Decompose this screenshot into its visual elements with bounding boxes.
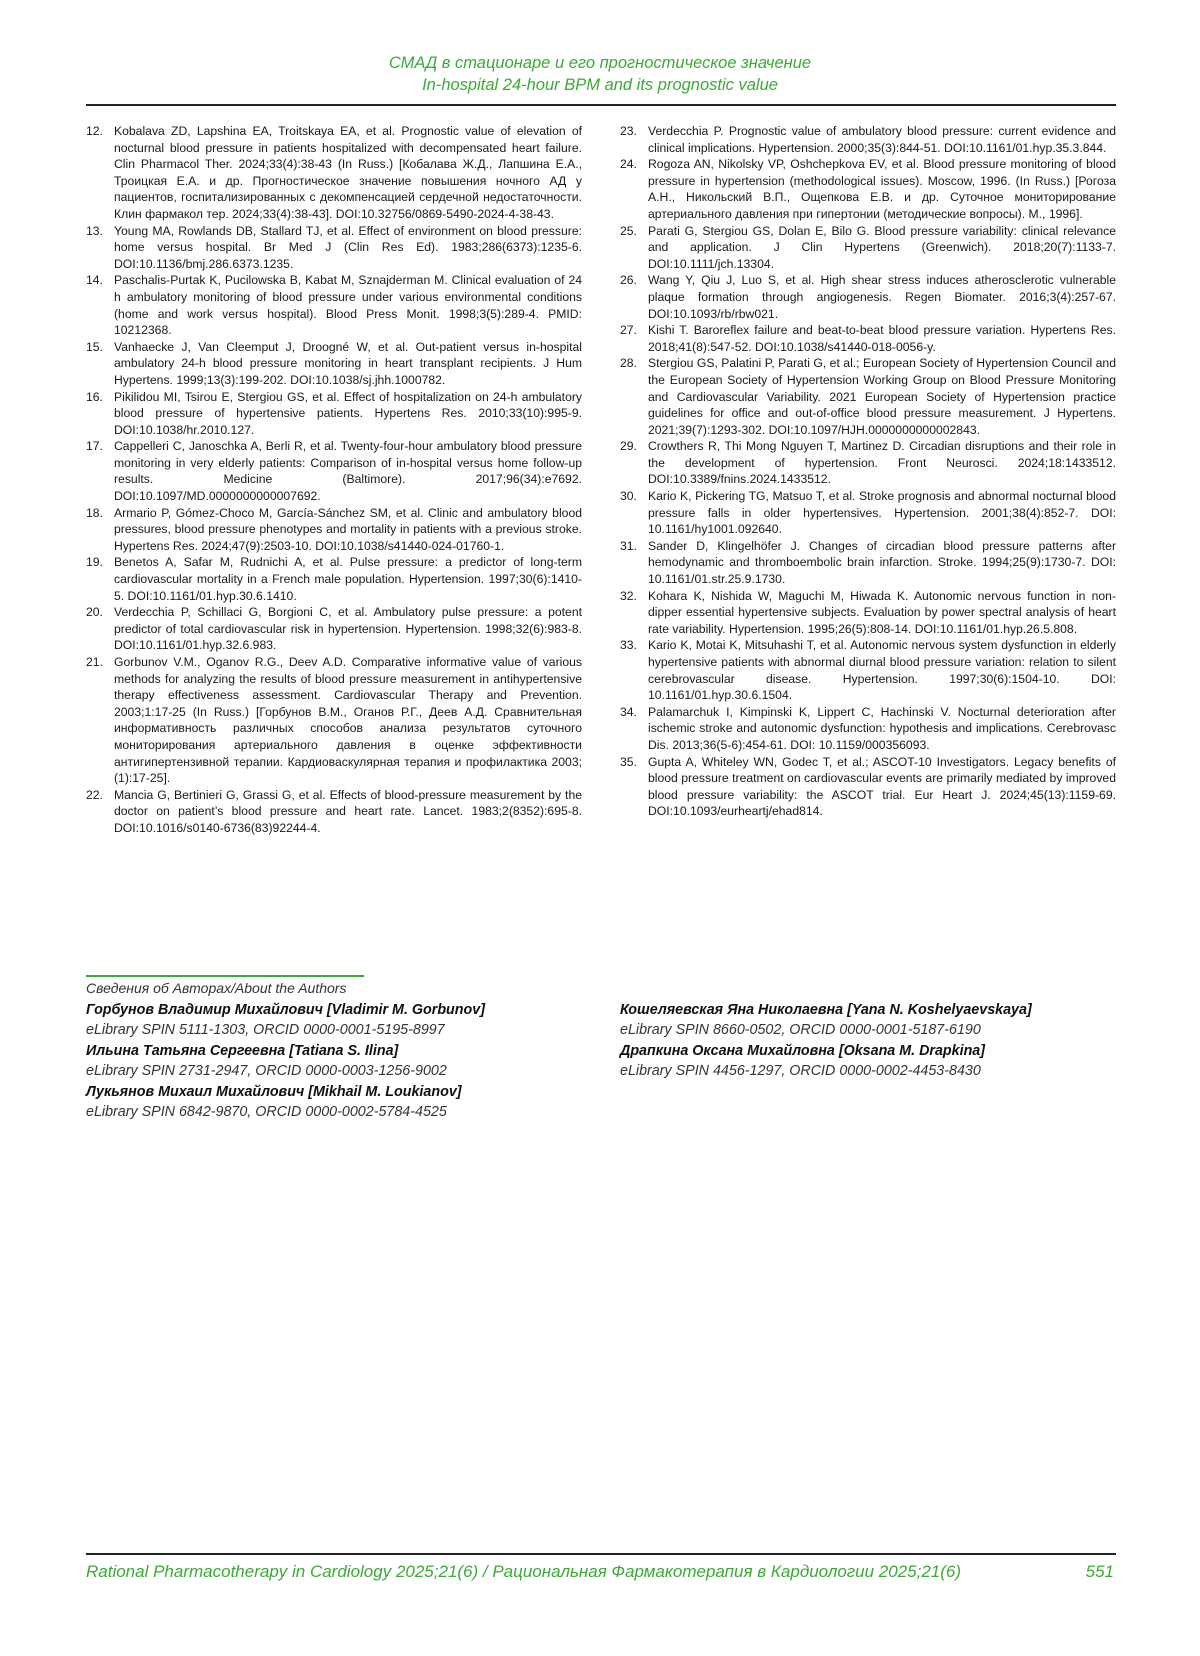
reference-text: Kohara K, Nishida W, Maguchi M, Hiwada K. Autonomic nervous function in non-dipper essential hypertensive subjects. Evaluation by power spectral analysis of heart rate variability. Hypertension. 1995;26(5):808-14. DOI:10.1161/01.hyp.26.5.808. [648,588,1116,636]
reference-item [620,488,1116,538]
reference-item [620,223,1116,273]
author-ids: eLibrary SPIN 6842-9870, ORCID 0000-0002-5784-4525 [86,1104,447,1121]
reference-text: Verdecchia P. Prognostic value of ambulatory blood pressure: current evidence and clinical implications. Hypertension. 2000;35(3):844-51. DOI:10.1161/01.hyp.35.3.844. [648,124,1116,155]
reference-text: Pikilidou MI, Tsirou E, Stergiou GS, et al. Effect of hospitalization on 24-h ambulatory blood pressure of hypertensive patients. Hypertens Res. 2010;33(10):995-9. DOI:10.1038/hr.2010.127. [114,389,582,437]
reference-item [620,123,1116,156]
reference-number: 34. [620,704,637,719]
reference-text: Gupta A, Whiteley WN, Godec T, et al.; ASCOT-10 Investigators. Legacy benefits of blood pressure treatment on cardiovascular events are primarily mediated by improved blood pressure variability: the ASCOT trial. Eur Heart J. 2024;45(13):1159-69. DOI:10.1093/eurheartj/ehad814. [648,754,1116,819]
reference-item [86,554,582,604]
reference-text: Crowthers R, Thi Mong Nguyen T, Martinez D. Circadian disruptions and their role in the development of hypertension. Front Neurosci. 2024;18:1433512. DOI:10.3389/fnins.2024.1433512. [648,439,1116,487]
reference-item [620,355,1116,438]
author-name: Горбунов Владимир Михайлович [Vladimir M. Gorbunov] [86,1002,485,1018]
reference-item [86,604,582,654]
reference-text: Cappelleri C, Janoschka A, Berli R, et al. Twenty-four-hour ambulatory blood pressure monitoring in very elderly patients: Comparison of in-hospital versus home follow-up results. Medicine (Baltimore). 2017;96(34):e7692. DOI:10.1097/MD.0000000000007692. [114,439,582,504]
running-head [0,52,1200,96]
reference-item [620,156,1116,222]
reference-item [86,339,582,389]
reference-text: Young MA, Rowlands DB, Stallard TJ, et al. Effect of environment on blood pressure: home versus hospital. Br Med J (Clin Res Ed). 1983;286(6373):1235-6. DOI:10.1136/bmj.286.6373.1235. [114,223,582,271]
bottom-rule [86,1553,1116,1555]
reference-number: 16. [86,389,103,404]
reference-item [620,272,1116,322]
reference-number: 25. [620,223,637,238]
reference-number: 15. [86,339,103,354]
reference-text: Gorbunov V.M., Oganov R.G., Deev A.D. Comparative informative value of various methods for analyzing the results of blood pressure measurement in antihypertensive therapy effectiveness assessment. Cardiovascular Therapy and Prevention. 2003;1:17-25 (In Russ.) [Горбунов В.М., Оганов Р.Г., Деев А.Д. Сравнительная информативность различных способов анализа результатов суточного мониторирования артериального давления в оценке эффективности антигипертензивной терапии. Кардиоваскулярная терапия и профилактика 2003;(1):17-25]. [114,655,582,786]
authors-left-column [86,1000,485,1122]
running-head-title-ru: СМАД в стационаре и его прогностическое значение [388,54,812,72]
reference-number: 30. [620,489,637,504]
journal-footer: Rational Pharmacotherapy in Cardiology 2025;21(6) / Рациональная Фармакотерапия в Кардиологии 2025;21(6) [86,1562,962,1581]
references-right-column [620,123,1116,820]
reference-number: 31. [620,538,637,553]
author-name: Драпкина Оксана Михайловна [Oksana M. Drapkina] [620,1042,986,1059]
author-ids: eLibrary SPIN 8660-0502, ORCID 0000-0001-5187-6190 [620,1022,981,1039]
reference-item [620,754,1116,820]
reference-text: Wang Y, Qiu J, Luo S, et al. High shear stress induces atherosclerotic vulnerable plaque formation through angiogenesis. Regen Biomater. 2016;3(4):257-67. DOI:10.1093/rb/rbw021. [648,273,1116,321]
reference-item [86,654,582,787]
author-name: Кошеляевская Яна Николаевна [Yana N. Koshelyaevskaya] [620,1002,1032,1018]
reference-text: Mancia G, Bertinieri G, Grassi G, et al. Effects of blood-pressure measurement by the doctor on patient’s blood pressure and heart rate. Lancet. 1983;2(8352):695-8. DOI:10.1016/s0140-6736(83)92244-4. [114,787,582,835]
references-left-column [86,123,582,837]
author-ids: eLibrary SPIN 2731-2947, ORCID 0000-0003-1256-9002 [86,1063,447,1080]
reference-number: 22. [86,787,103,802]
reference-number: 27. [620,323,637,338]
reference-text: Benetos A, Safar M, Rudnichi A, et al. Pulse pressure: a predictor of long-term cardiovascular mortality in a French male population. Hypertension. 1997;30(6):1410-5. DOI:10.1161/01.hyp.30.6.1410. [114,555,582,603]
reference-text: Palamarchuk I, Kimpinski K, Lippert C, Hachinski V. Nocturnal deterioration after ischemic stroke and autonomic dysfunction: hypothesis and implications. Cerebrovasc Dis. 2013;36(5-6):454-61. DOI: 10.1159/000356093. [648,704,1116,752]
reference-number: 35. [620,754,637,769]
reference-item [86,272,582,338]
reference-item [620,637,1116,703]
reference-number: 33. [620,638,637,653]
reference-number: 28. [620,356,637,371]
reference-text: Parati G, Stergiou GS, Dolan E, Bilo G. Blood pressure variability: clinical relevance and application. J Clin Hypertens (Greenwich). 2018;20(7):1133-7. DOI:10.1111/jch.13304. [648,223,1116,271]
reference-number: 13. [86,223,103,238]
reference-number: 18. [86,505,103,520]
authors-rule [86,975,364,977]
author-ids: eLibrary SPIN 5111-1303, ORCID 0000-0001-5195-8997 [86,1022,445,1039]
reference-number: 14. [86,273,103,288]
reference-item [86,787,582,837]
reference-text: Kario K, Motai K, Mitsuhashi T, et al. Autonomic nervous system dysfunction in elderly hypertensive patients with abnormal diurnal blood pressure variation: relation to silent cerebrovascular disease. Hypertension. 1997;30(6):1504-10. DOI: 10.1161/01.hyp.30.6.1504. [648,638,1116,703]
reference-item [620,322,1116,355]
reference-item [620,538,1116,588]
page-number: 551 [1085,1562,1114,1581]
reference-number: 32. [620,588,637,603]
reference-text: Stergiou GS, Palatini P, Parati G, et al.; European Society of Hypertension Council and the European Society of Hypertension Working Group on Blood Pressure Monitoring and Cardiovascular Variability. 2021 European Society of Hypertension practice guidelines for office and out-of-office blood pressure measurement. J Hypertens. 2021;39(7):1293-302. DOI:10.1097/HJH.0000000000002843. [648,356,1116,437]
reference-number: 29. [620,439,637,454]
reference-number: 19. [86,555,103,570]
reference-item [86,389,582,439]
reference-number: 12. [86,124,103,138]
reference-item [86,505,582,555]
reference-number: 26. [620,273,637,288]
authors-right-column [620,1000,1032,1082]
reference-text: Armario P, Gómez-Choco M, García-Sánchez SM, et al. Clinic and ambulatory blood pressures, blood pressure phenotypes and mortality in patients with a previous stroke. Hypertens Res. 2024;47(9):2503-10. DOI:10.1038/s41440-024-01760-1. [114,505,582,553]
reference-text: Sander D, Klingelhöfer J. Changes of circadian blood pressure patterns after hemodynamic and thromboembolic brain infarction. Stroke. 1994;25(9):1730-7. DOI: 10.1161/01.str.25.9.1730. [648,538,1116,587]
reference-number: 24. [620,157,637,172]
reference-text: Paschalis-Purtak K, Pucilowska B, Kabat M, Sznajderman M. Clinical evaluation of 24 h ambulatory monitoring of blood pressure under various environmental conditions (home and work versus hospital). Blood Press Monit. 1998;3(5):289-4. PMID: 10212368. [114,273,582,338]
reference-item [620,588,1116,638]
reference-number: 23. [620,124,637,138]
reference-text: Kario K, Pickering TG, Matsuo T, et al. Stroke prognosis and abnormal nocturnal blood pressure falls in older hypertensives. Hypertension. 2001;38(4):852-7. DOI: 10.1161/hy1001.092640. [648,489,1116,537]
reference-text: Verdecchia P, Schillaci G, Borgioni C, et al. Ambulatory pulse pressure: a potent predictor of total cardiovascular risk in hypertension. Hypertension. 1998;32(6):983-8. DOI:10.1161/01.hyp.32.6.983. [114,605,582,653]
reference-item [86,438,582,504]
author-name: Лукьянов Михаил Михайлович [Mikhail M. Loukianov] [86,1083,462,1100]
running-head-title-en: In-hospital 24-hour BPM and its prognostic value [422,76,778,94]
reference-item [620,438,1116,488]
reference-number: 20. [86,605,103,620]
reference-text: Kobalava ZD, Lapshina EA, Troitskaya EA, et al. Prognostic value of elevation of nocturnal blood pressure in patients hospitalized with decompensated heart failure. Clin Pharmacol Ther. 2024;33(4):38-43 (In Russ.) [Кобалава Ж.Д., Лапшина Е.А., Троицкая Е.А. и др. Прогностическое значение повышения ночного АД у пациентов, госпитализированных с декомпенсацией сердечной недостаточности. Клин фармакол тер. 2024;33(4):38-43]. DOI:10.32756/0869-5490-2024-4-38-43. [114,124,582,221]
reference-number: 21. [86,655,103,669]
reference-text: Vanhaecke J, Van Cleemput J, Droogné W, et al. Out-patient versus in-hospital ambulatory 24-h blood pressure monitoring in heart transplant recipients. J Hum Hypertens. 1999;13(3):199-202. DOI:10.1038/sj.jhh.1000782. [114,339,582,387]
author-ids: eLibrary SPIN 4456-1297, ORCID 0000-0002-4453-8430 [620,1063,981,1080]
authors-heading: Сведения об Авторах/About the Authors [86,980,347,996]
reference-number: 17. [86,439,103,454]
reference-item [86,223,582,273]
reference-text: Kishi T. Baroreflex failure and beat-to-beat blood pressure variation. Hypertens Res. 2018;41(8):547-52. DOI:10.1038/s41440-018-0056-y. [648,323,1116,354]
reference-item [620,704,1116,754]
author-name: Ильина Татьяна Сергеевна [Tatiana S. Ilina] [86,1042,399,1059]
reference-text: Rogoza AN, Nikolsky VP, Oshchepkova EV, et al. Blood pressure monitoring of blood pressure in hypertension (methodological issues). Moscow, 1996. (In Russ.) [Рогоза А.Н., Никольский В.П., Ощепкова Е.В. и др. Суточное мониторирование артериального давления при гипертонии (методические вопросы). М., 1996]. [648,157,1116,221]
top-rule [86,104,1116,106]
reference-item [86,123,582,223]
